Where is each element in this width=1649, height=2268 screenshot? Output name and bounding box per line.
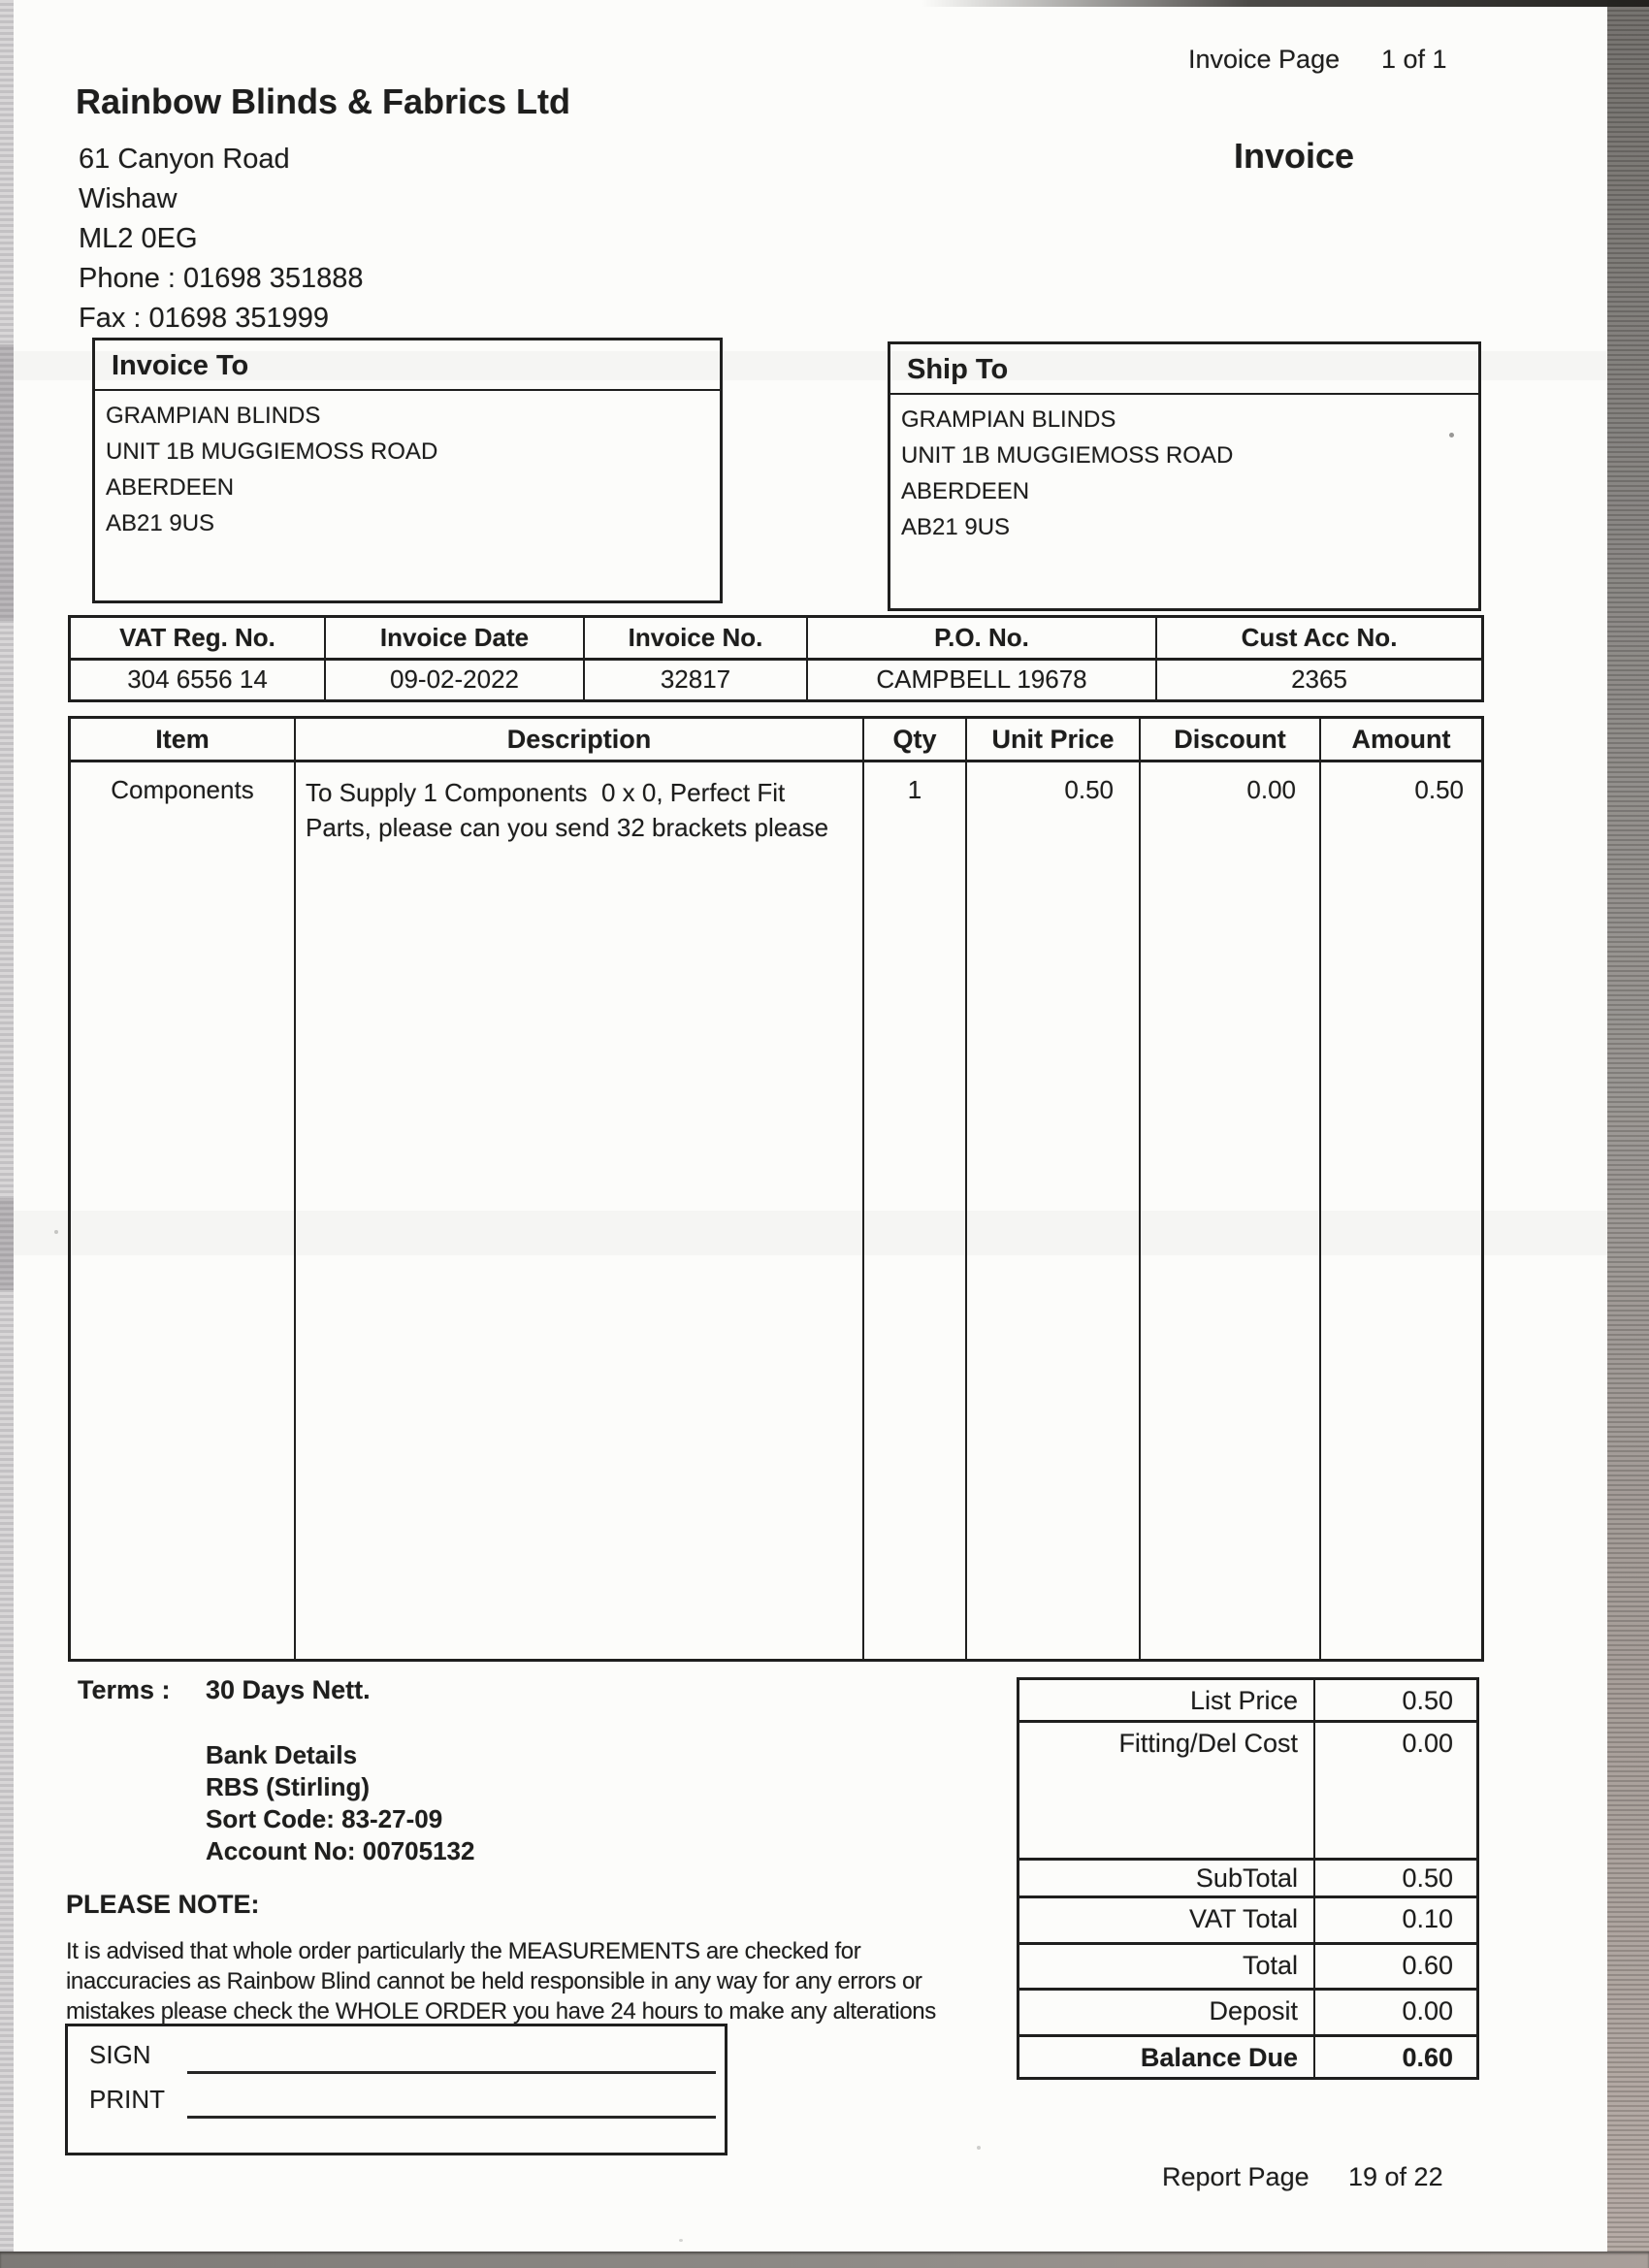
totals-label: Fitting/Del Cost	[1019, 1723, 1315, 1858]
items-header-qty: Qty	[864, 719, 965, 762]
totals-row-fitting	[1019, 1723, 1476, 1861]
bank-details-line: Sort Code: 83-27-09	[206, 1804, 443, 1833]
company-address-line: Phone : 01698 351888	[79, 263, 364, 294]
totals-label: SubTotal	[1019, 1861, 1315, 1895]
address-line: UNIT 1B MUGGIEMOSS ROAD	[901, 442, 1234, 469]
meta-header-po: P.O. No.	[808, 618, 1157, 658]
unit-price-column	[967, 719, 1141, 1659]
address-line: GRAMPIAN BLINDS	[901, 406, 1116, 433]
totals-row-vat	[1019, 1898, 1476, 1945]
address-line: GRAMPIAN BLINDS	[106, 403, 321, 429]
company-address-line: Wishaw	[79, 183, 178, 214]
company-address-line: ML2 0EG	[79, 223, 198, 254]
address-line: UNIT 1B MUGGIEMOSS ROAD	[106, 438, 438, 465]
ship-to-title: Ship To	[890, 344, 1478, 395]
meta-value-date: 09-02-2022	[326, 661, 585, 700]
totals-value: 0.60	[1402, 1951, 1453, 1980]
print-line	[187, 2116, 716, 2119]
scan-edge-left-patch	[0, 1198, 14, 1290]
meta-header-date: Invoice Date	[326, 618, 585, 658]
totals-label: Balance Due	[1019, 2037, 1315, 2077]
totals-row-deposit	[1019, 1991, 1476, 2037]
totals-label: List Price	[1019, 1680, 1315, 1720]
print-label: PRINT	[89, 2085, 165, 2114]
items-header-amount: Amount	[1321, 719, 1481, 762]
scan-edge-left-patch	[0, 344, 14, 621]
totals-value: 0.00	[1402, 1996, 1453, 2025]
invoice-to-title: Invoice To	[95, 340, 720, 391]
amount-column	[1321, 719, 1481, 1659]
description-column	[296, 719, 864, 1659]
bank-details-line: Account No: 00705132	[206, 1836, 475, 1865]
address-line: ABERDEEN	[106, 474, 235, 501]
terms-value: 30 Days Nett.	[206, 1675, 371, 1704]
description-line: Parts, please can you send 32 brackets please	[306, 813, 829, 842]
scan-edge-left	[0, 0, 14, 2252]
scan-speck	[1449, 433, 1454, 437]
totals-label: VAT Total	[1019, 1898, 1315, 1942]
note-line: It is advised that whole order particularly the MEASUREMENTS are checked for	[66, 1938, 861, 1964]
line-items-table	[68, 716, 1484, 1662]
scan-edge-bottom	[0, 2252, 1649, 2268]
invoice-page-value: 1 of 1	[1381, 45, 1447, 74]
sign-label: SIGN	[89, 2040, 151, 2069]
qty-cell: 1	[907, 775, 922, 804]
meta-header-acc: Cust Acc No.	[1241, 622, 1398, 652]
totals-row-list-price	[1019, 1680, 1476, 1723]
meta-value-vat: 304 6556 14	[71, 661, 326, 700]
description-cell	[296, 762, 862, 845]
company-address-line: 61 Canyon Road	[79, 144, 290, 175]
report-page-label: Report Page	[1162, 2162, 1310, 2191]
totals-row-balance-due	[1019, 2037, 1476, 2077]
scan-edge-right	[1607, 0, 1649, 2268]
scan-speck	[679, 2239, 683, 2242]
items-header-description: Description	[296, 719, 862, 762]
discount-column	[1141, 719, 1321, 1659]
invoice-meta-table	[68, 615, 1484, 702]
meta-header-invoice-no: Invoice No.	[585, 618, 808, 658]
bank-details-line: Bank Details	[206, 1740, 358, 1769]
description-line: To Supply 1 Components 0 x 0, Perfect Fit	[306, 778, 786, 807]
items-header-discount: Discount	[1141, 719, 1319, 762]
items-header-unit-price: Unit Price	[967, 719, 1139, 762]
unit-price-cell: 0.50	[1064, 775, 1114, 804]
ship-to-box	[888, 341, 1481, 611]
address-line: AB21 9US	[901, 514, 1011, 540]
company-name: Rainbow Blinds & Fabrics Ltd	[76, 81, 571, 121]
totals-value: 0.50	[1402, 1686, 1453, 1715]
scan-edge-top	[922, 0, 1649, 7]
report-page-value: 19 of 22	[1348, 2162, 1443, 2191]
scan-speck	[54, 1230, 58, 1234]
item-column	[71, 719, 296, 1659]
address-line: ABERDEEN	[901, 478, 1030, 504]
scan-speck	[977, 2146, 981, 2150]
invoice-page-label: Invoice Page	[1188, 45, 1341, 74]
meta-value-row	[71, 661, 1481, 700]
qty-column	[864, 719, 967, 1659]
address-line: AB21 9US	[106, 510, 215, 536]
items-header-item: Item	[71, 719, 294, 762]
note-line: inaccuracies as Rainbow Blind cannot be held responsible in any way for any errors or	[66, 1968, 922, 1994]
totals-label: Total	[1019, 1945, 1315, 1988]
meta-header-vat: VAT Reg. No.	[71, 618, 326, 658]
sign-line	[187, 2071, 716, 2074]
item-cell: Components	[111, 775, 254, 804]
totals-row-total	[1019, 1945, 1476, 1991]
document-title: Invoice	[1234, 136, 1355, 176]
note-line: mistakes please check the WHOLE ORDER you have 24 hours to make any alterations	[66, 1998, 936, 2025]
note-title: PLEASE NOTE:	[66, 1890, 260, 1919]
terms-label: Terms :	[78, 1675, 171, 1704]
invoice-to-address	[95, 391, 720, 541]
amount-cell: 0.50	[1414, 775, 1464, 804]
totals-value: 0.50	[1402, 1863, 1453, 1893]
totals-value: 0.60	[1402, 2043, 1453, 2072]
discount-cell: 0.00	[1246, 775, 1296, 804]
signature-box	[65, 2024, 728, 2155]
totals-row-subtotal	[1019, 1861, 1476, 1898]
ship-to-address	[890, 395, 1478, 545]
invoice-to-box	[92, 338, 723, 603]
totals-label: Deposit	[1019, 1991, 1315, 2034]
meta-value-po: CAMPBELL 19678	[808, 661, 1157, 700]
company-address-line: Fax : 01698 351999	[79, 303, 329, 334]
totals-table	[1017, 1677, 1479, 2080]
totals-value: 0.10	[1402, 1904, 1453, 1933]
meta-value-acc: 2365	[1291, 664, 1347, 695]
meta-value-invoice-no: 32817	[585, 661, 808, 700]
meta-header-row	[71, 618, 1481, 661]
totals-value: 0.00	[1402, 1729, 1453, 1758]
bank-details-line: RBS (Stirling)	[206, 1772, 370, 1801]
